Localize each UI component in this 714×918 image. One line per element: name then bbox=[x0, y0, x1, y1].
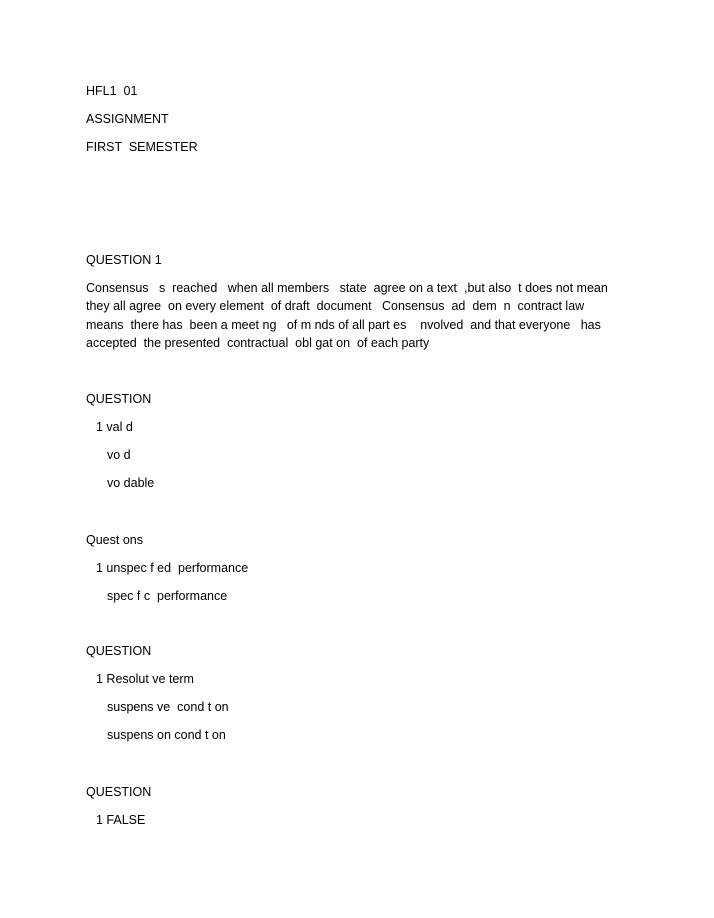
question-1-answer-line: Consensus s reached when all members state agree on a text ,but also t does not mean bbox=[86, 281, 608, 295]
question-5-heading: QUESTION bbox=[86, 785, 152, 799]
question-2-heading: QUESTION bbox=[86, 392, 152, 406]
question-4-answer: suspens on cond t on bbox=[107, 728, 226, 742]
question-1-heading: QUESTION 1 bbox=[86, 253, 162, 267]
question-1-answer-line: accepted the presented contractual obl gat on of each party bbox=[86, 336, 430, 350]
semester-label: FIRST SEMESTER bbox=[86, 140, 198, 154]
question-1-answer-line: means there has been a meet ng of m nds of all part es nvolved and that everyone has bbox=[86, 318, 601, 332]
question-2-answer: vo dable bbox=[107, 476, 155, 490]
course-code: HFL1 01 bbox=[86, 84, 138, 98]
question-4-heading: QUESTION bbox=[86, 644, 152, 658]
question-5-answer: 1 FALSE bbox=[96, 813, 146, 827]
question-2-answer: vo d bbox=[107, 448, 131, 462]
document-type: ASSIGNMENT bbox=[86, 112, 169, 126]
question-2-answer: 1 val d bbox=[96, 420, 133, 434]
question-1-answer-line: they all agree on every element of draft document Consensus ad dem n contract law bbox=[86, 299, 585, 313]
question-4-answer: 1 Resolut ve term bbox=[96, 672, 194, 686]
question-3-heading: Quest ons bbox=[86, 533, 143, 547]
question-3-answer: spec f c performance bbox=[107, 589, 228, 603]
question-4-answer: suspens ve cond t on bbox=[107, 700, 229, 714]
question-3-answer: 1 unspec f ed performance bbox=[96, 561, 249, 575]
